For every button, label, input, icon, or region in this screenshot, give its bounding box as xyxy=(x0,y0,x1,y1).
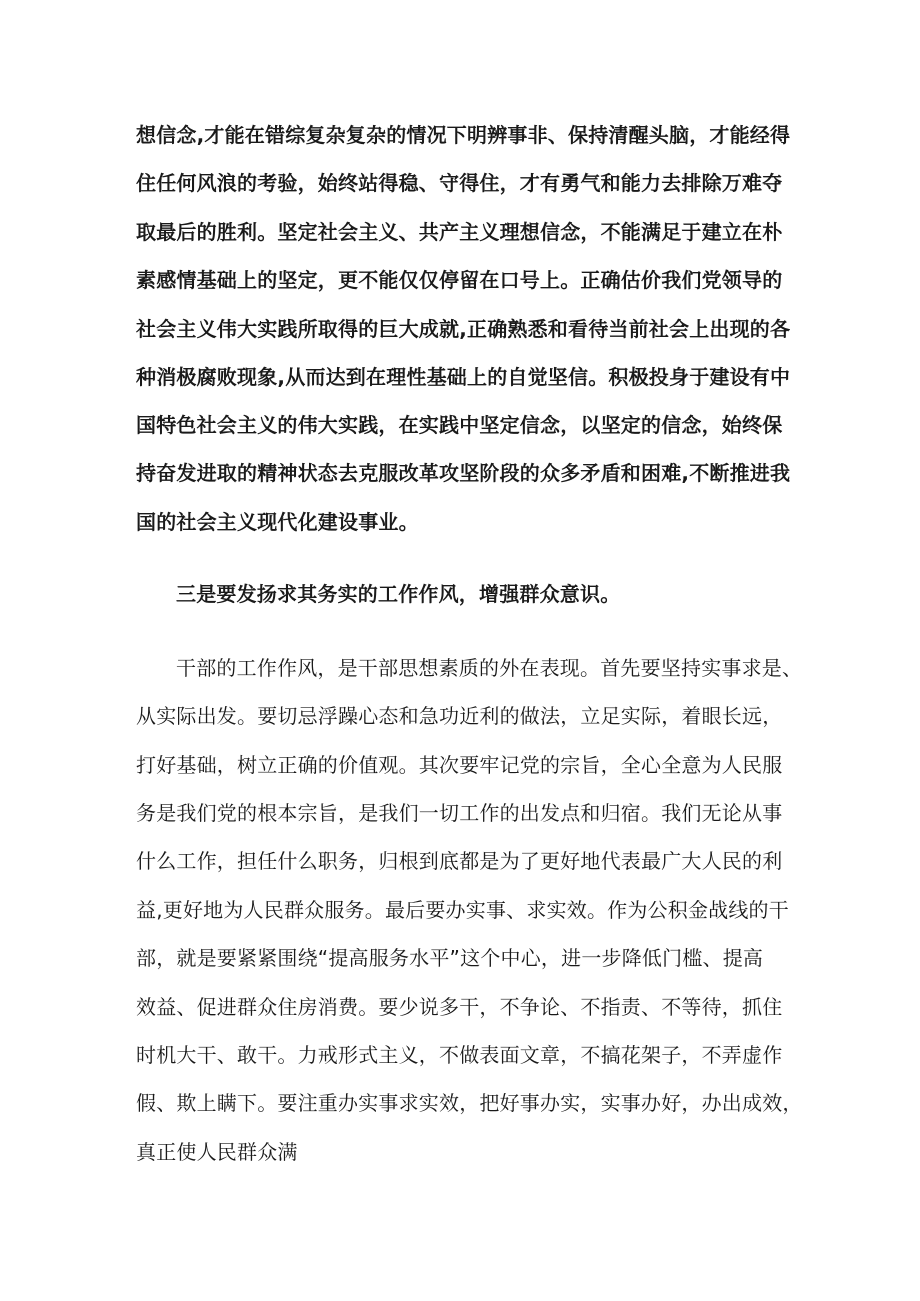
paragraph-2-line: 从实际出发。要切忌浮躁心态和急功近利的做法，立足实际，着眼长远， xyxy=(136,704,783,728)
paragraph-2-line: 时机大干、敢干。力戒形式主义，不做表面文章，不搞花架子，不弄虚作 xyxy=(136,1043,783,1067)
paragraph-2-line: 什么工作，担任什么职务，归根到底都是为了更好地代表最广大人民的利 xyxy=(136,849,783,873)
paragraph-1-line: 种消极腐败现象,从而达到在理性基础上的自觉坚信。积极投身于建设有中 xyxy=(136,365,791,389)
paragraph-1-line: 素感情基础上的坚定，更不能仅仅停留在口号上。正确估价我们党领导的 xyxy=(136,268,783,292)
paragraph-2-line: 部，就是要紧紧围绕“提高服务水平”这个中心，进一步降低门槛、提高 xyxy=(136,946,764,970)
paragraph-2-line: 效益、促进群众住房消费。要少说多干，不争论、不指责、不等待，抓住 xyxy=(136,995,783,1019)
paragraph-1-line: 持奋发进取的精神状态去克服改革攻坚阶段的众多矛盾和困难,不断推进我 xyxy=(136,461,791,485)
section-heading: 三是要发扬求其务实的工作作风，增强群众意识。 xyxy=(176,582,621,606)
paragraph-2-line: 假、欺上瞒下。要注重办实事求实效，把好事办实，实事办好，办出成效， xyxy=(136,1091,803,1115)
paragraph-2-line: 打好基础，树立正确的价值观。其次要牢记党的宗旨，全心全意为人民服 xyxy=(136,753,783,777)
paragraph-1-line: 社会主义伟大实践所取得的巨大成就,正确熟悉和看待当前社会上出现的各 xyxy=(136,317,791,341)
paragraph-2-line: 真正使人民群众满 xyxy=(136,1140,298,1164)
paragraph-1-line: 国的社会主义现代化建设事业。 xyxy=(136,510,419,534)
paragraph-1-line: 想信念,才能在错综复杂复杂的情况下明辨事非、保持清醒头脑，才能经得 xyxy=(136,123,791,147)
paragraph-2-line: 务是我们党的根本宗旨，是我们一切工作的出发点和归宿。我们无论从事 xyxy=(136,801,783,825)
paragraph-2-line: 干部的工作作风，是干部思想素质的外在表现。首先要坚持实事求是、 xyxy=(176,656,803,680)
paragraph-1-line: 住任何风浪的考验，始终站得稳、守得住，才有勇气和能力去排除万难夺 xyxy=(136,171,783,195)
paragraph-1-line: 取最后的胜利。坚定社会主义、共产主义理想信念，不能满足于建立在朴 xyxy=(136,220,783,244)
paragraph-1-line: 国特色社会主义的伟大实践，在实践中坚定信念，以坚定的信念，始终保 xyxy=(136,413,783,437)
paragraph-2-line: 益,更好地为人民群众服务。最后要办实事、求实效。作为公积金战线的干 xyxy=(136,898,789,922)
